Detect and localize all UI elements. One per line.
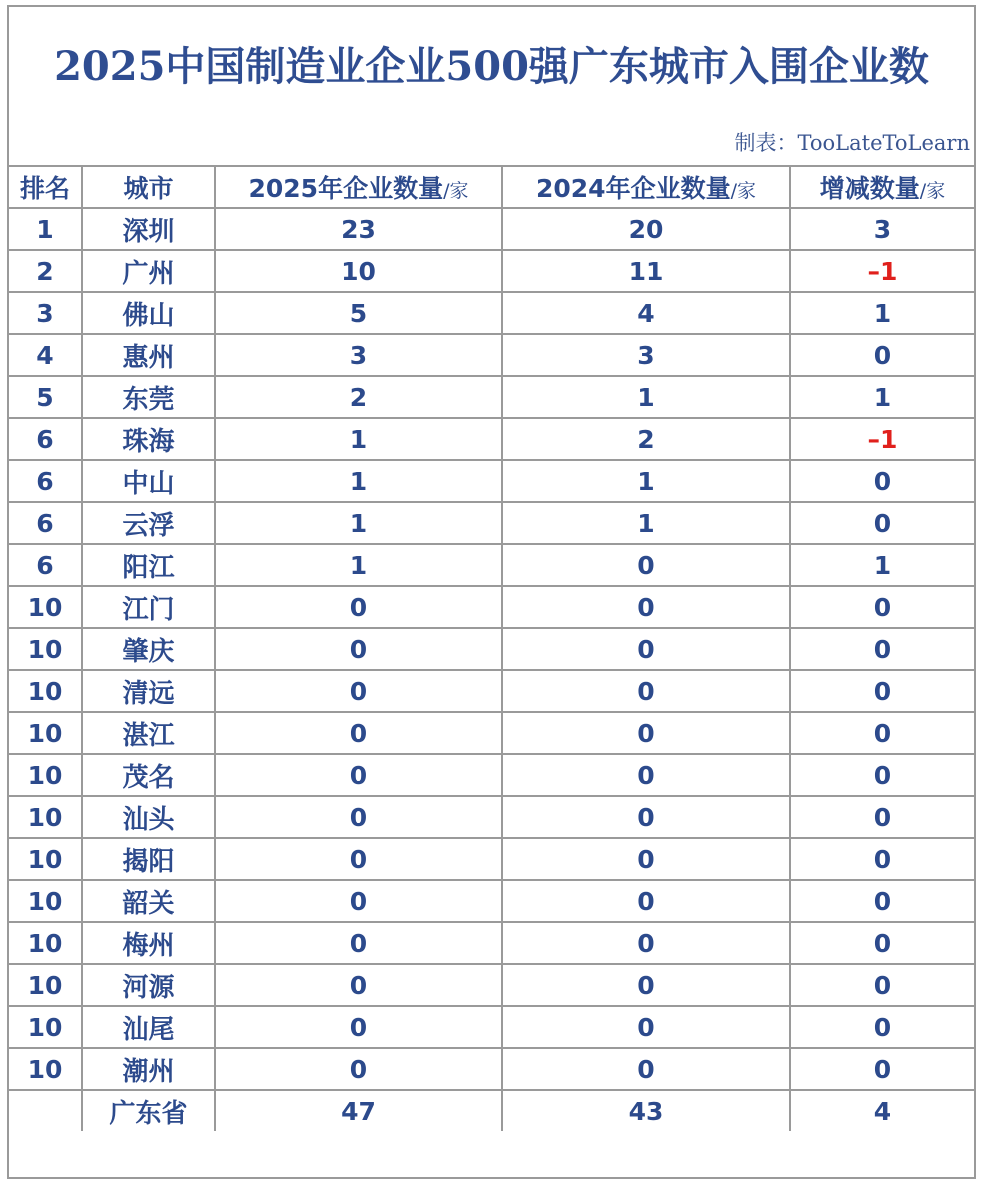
cell-2024: 11 (502, 250, 790, 292)
cell-2025: 1 (215, 502, 502, 544)
header-unit: /家 (730, 180, 756, 202)
page-title: 2025中国制造业企业500强广东城市入围企业数 (54, 43, 929, 90)
spreadsheet (7, 5, 976, 1179)
cell-2024: 0 (502, 964, 790, 1006)
table-row (9, 754, 974, 796)
cell-city: 广州 (82, 250, 215, 292)
table-row (9, 334, 974, 376)
table-row (9, 586, 974, 628)
cell-change: 4 (790, 1090, 974, 1131)
cell-change: 0 (790, 754, 974, 796)
cell-change: 3 (790, 208, 974, 250)
data-table (9, 167, 974, 1131)
cell-change: 0 (790, 922, 974, 964)
cell-2024: 3 (502, 334, 790, 376)
cell-2024: 2 (502, 418, 790, 460)
table-row (9, 628, 974, 670)
table-row (9, 250, 974, 292)
table-row (9, 460, 974, 502)
table-row (9, 964, 974, 1006)
cell-change: –1 (790, 418, 974, 460)
cell-city: 肇庆 (82, 628, 215, 670)
cell-2024: 0 (502, 796, 790, 838)
cell-2025: 0 (215, 880, 502, 922)
cell-2025: 0 (215, 838, 502, 880)
cell-2025: 0 (215, 754, 502, 796)
cell-city: 惠州 (82, 334, 215, 376)
cell-rank: 10 (9, 628, 82, 670)
cell-rank: 10 (9, 712, 82, 754)
cell-city: 河源 (82, 964, 215, 1006)
cell-change: 0 (790, 670, 974, 712)
cell-change: 0 (790, 1006, 974, 1048)
cell-city: 珠海 (82, 418, 215, 460)
header-rank: 排名 (9, 167, 82, 208)
cell-2024: 0 (502, 1048, 790, 1090)
cell-2025: 0 (215, 628, 502, 670)
cell-rank: 10 (9, 1048, 82, 1090)
cell-2025: 5 (215, 292, 502, 334)
header-row (9, 167, 974, 208)
cell-change: –1 (790, 250, 974, 292)
cell-change: 0 (790, 796, 974, 838)
cell-2025: 0 (215, 586, 502, 628)
cell-2025: 47 (215, 1090, 502, 1131)
cell-2025: 1 (215, 460, 502, 502)
table-row (9, 208, 974, 250)
cell-2025: 0 (215, 964, 502, 1006)
cell-2024: 1 (502, 502, 790, 544)
cell-2024: 0 (502, 1006, 790, 1048)
cell-city: 东莞 (82, 376, 215, 418)
table-row (9, 1006, 974, 1048)
cell-2024: 1 (502, 376, 790, 418)
cell-2025: 2 (215, 376, 502, 418)
cell-city: 佛山 (82, 292, 215, 334)
cell-city: 中山 (82, 460, 215, 502)
header-2024-label: 2024年企业数量 (536, 174, 731, 203)
cell-2024: 1 (502, 460, 790, 502)
cell-change: 1 (790, 376, 974, 418)
cell-2024: 0 (502, 544, 790, 586)
cell-change: 0 (790, 334, 974, 376)
cell-rank: 4 (9, 334, 82, 376)
table-row (9, 838, 974, 880)
header-change-label: 增减数量 (819, 174, 920, 203)
cell-change: 1 (790, 292, 974, 334)
cell-city: 梅州 (82, 922, 215, 964)
cell-rank: 10 (9, 670, 82, 712)
cell-rank: 10 (9, 586, 82, 628)
cell-rank: 6 (9, 418, 82, 460)
cell-city: 广东省 (82, 1090, 215, 1131)
cell-change: 0 (790, 880, 974, 922)
table-row (9, 712, 974, 754)
cell-city: 清远 (82, 670, 215, 712)
cell-2025: 0 (215, 796, 502, 838)
table-row (9, 670, 974, 712)
header-city: 城市 (82, 167, 215, 208)
table-row (9, 1048, 974, 1090)
header-2025 (215, 167, 502, 208)
cell-2024: 0 (502, 712, 790, 754)
table-body (9, 208, 974, 1131)
cell-change: 0 (790, 628, 974, 670)
cell-rank: 1 (9, 208, 82, 250)
cell-change: 0 (790, 964, 974, 1006)
cell-city: 汕尾 (82, 1006, 215, 1048)
cell-city: 揭阳 (82, 838, 215, 880)
cell-city: 云浮 (82, 502, 215, 544)
header-2024 (502, 167, 790, 208)
cell-2024: 0 (502, 880, 790, 922)
cell-2024: 43 (502, 1090, 790, 1131)
cell-city: 深圳 (82, 208, 215, 250)
table-row (9, 502, 974, 544)
cell-2024: 4 (502, 292, 790, 334)
cell-rank: 5 (9, 376, 82, 418)
cell-change: 0 (790, 502, 974, 544)
cell-2025: 0 (215, 712, 502, 754)
table-row (9, 880, 974, 922)
table-row (9, 376, 974, 418)
cell-2025: 1 (215, 544, 502, 586)
cell-rank: 10 (9, 964, 82, 1006)
total-row (9, 1090, 974, 1131)
header-unit: /家 (443, 180, 469, 202)
cell-2025: 0 (215, 1048, 502, 1090)
cell-rank: 6 (9, 460, 82, 502)
cell-change: 0 (790, 838, 974, 880)
cell-city: 汕头 (82, 796, 215, 838)
cell-2024: 20 (502, 208, 790, 250)
cell-change: 0 (790, 460, 974, 502)
cell-2024: 0 (502, 754, 790, 796)
header-2025-label: 2025年企业数量 (248, 174, 444, 203)
cell-2025: 3 (215, 334, 502, 376)
cell-rank: 10 (9, 880, 82, 922)
cell-rank: 10 (9, 838, 82, 880)
cell-city: 茂名 (82, 754, 215, 796)
cell-2024: 0 (502, 838, 790, 880)
table-row (9, 292, 974, 334)
title-block (9, 7, 974, 167)
table-row (9, 922, 974, 964)
table-row (9, 796, 974, 838)
cell-2024: 0 (502, 922, 790, 964)
cell-2024: 0 (502, 628, 790, 670)
cell-2024: 0 (502, 586, 790, 628)
cell-2025: 0 (215, 670, 502, 712)
cell-2025: 23 (215, 208, 502, 250)
cell-rank: 10 (9, 1006, 82, 1048)
credit-label: 制表：TooLateToLearn (734, 131, 970, 155)
header-unit: /家 (919, 180, 946, 202)
cell-rank (9, 1090, 82, 1131)
cell-2025: 0 (215, 1006, 502, 1048)
cell-city: 江门 (82, 586, 215, 628)
cell-rank: 6 (9, 544, 82, 586)
cell-city: 阳江 (82, 544, 215, 586)
table-row (9, 544, 974, 586)
cell-2025: 1 (215, 418, 502, 460)
cell-2025: 10 (215, 250, 502, 292)
cell-rank: 2 (9, 250, 82, 292)
cell-rank: 10 (9, 922, 82, 964)
cell-2025: 0 (215, 922, 502, 964)
cell-city: 韶关 (82, 880, 215, 922)
table-row (9, 418, 974, 460)
cell-rank: 10 (9, 796, 82, 838)
cell-change: 1 (790, 544, 974, 586)
cell-rank: 6 (9, 502, 82, 544)
cell-change: 0 (790, 1048, 974, 1090)
cell-rank: 10 (9, 754, 82, 796)
header-change (790, 167, 974, 208)
cell-change: 0 (790, 586, 974, 628)
cell-city: 潮州 (82, 1048, 215, 1090)
cell-2024: 0 (502, 670, 790, 712)
cell-rank: 3 (9, 292, 82, 334)
cell-city: 湛江 (82, 712, 215, 754)
cell-change: 0 (790, 712, 974, 754)
